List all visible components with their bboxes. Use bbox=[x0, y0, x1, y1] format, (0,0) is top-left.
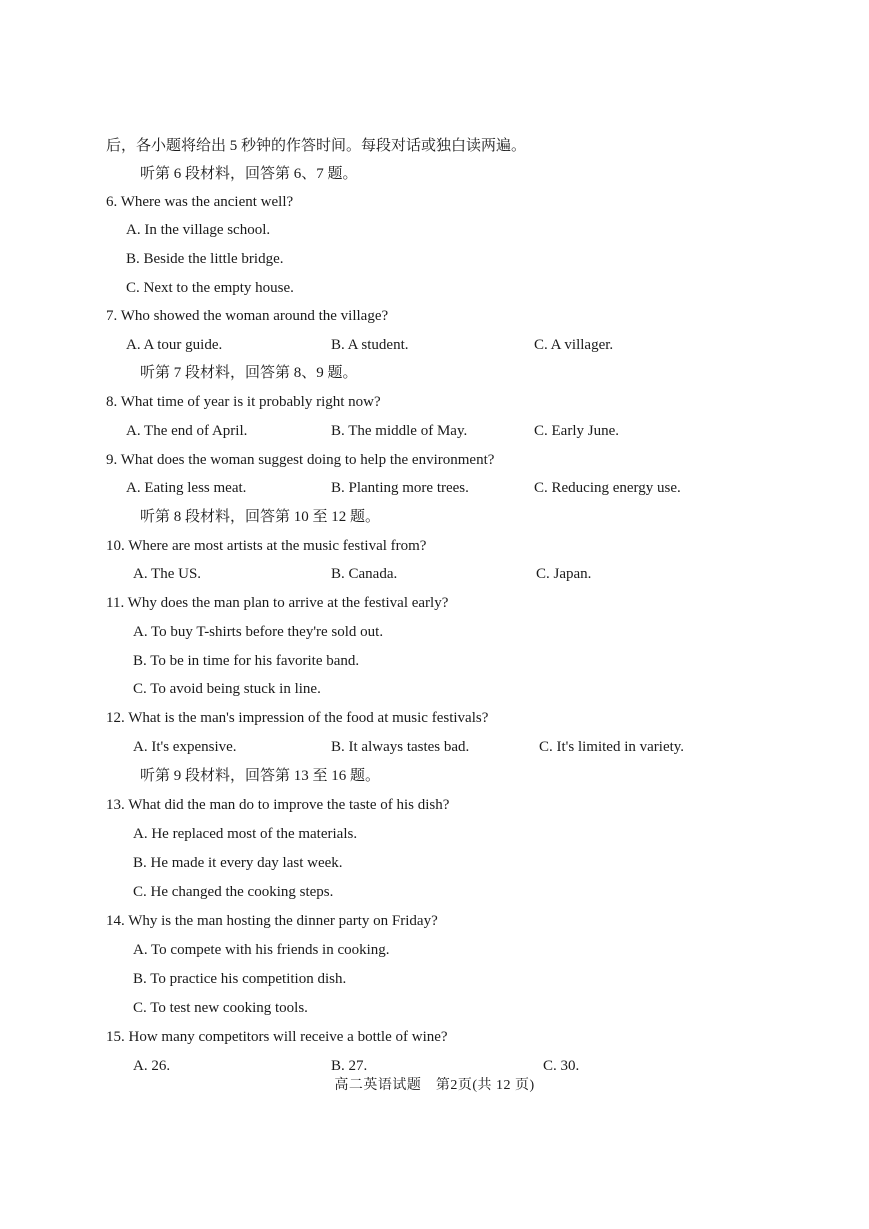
option-9c: C. Reducing energy use. bbox=[534, 480, 681, 496]
option-8a: A. The end of April. bbox=[126, 423, 248, 439]
option-7b: B. A student. bbox=[331, 337, 409, 353]
option-11a: A. To buy T-shirts before they're sold out. bbox=[133, 624, 384, 640]
question-13: 13. What did the man do to improve the taste of his dish? bbox=[106, 797, 450, 813]
option-9b: B. Planting more trees. bbox=[331, 480, 469, 496]
option-6c: C. Next to the empty house. bbox=[126, 280, 294, 296]
option-14a: A. To compete with his friends in cooking. bbox=[133, 942, 390, 958]
section-heading: 听第 9 段材料，回答第 13 至 16 题。 bbox=[140, 768, 381, 784]
option-9a: A. Eating less meat. bbox=[126, 480, 247, 496]
page-footer: 高二英语试题 第2页(共 12 页) bbox=[334, 1078, 535, 1093]
option-8c: C. Early June. bbox=[534, 423, 619, 439]
option-8b: B. The middle of May. bbox=[331, 423, 468, 439]
option-12b: B. It always tastes bad. bbox=[331, 739, 470, 755]
option-15c: C. 30. bbox=[543, 1058, 580, 1074]
option-7a: A. A tour guide. bbox=[126, 337, 223, 353]
section-heading: 听第 6 段材料，回答第 6、7 题。 bbox=[140, 166, 358, 182]
option-15b: B. 27. bbox=[331, 1058, 368, 1074]
intro-line: 后，各小题将给出 5 秒钟的作答时间。每段对话或独白读两遍。 bbox=[106, 138, 527, 154]
option-13c: C. He changed the cooking steps. bbox=[133, 884, 334, 900]
option-11b: B. To be in time for his favorite band. bbox=[133, 653, 360, 669]
option-10a: A. The US. bbox=[133, 566, 202, 582]
option-14c: C. To test new cooking tools. bbox=[133, 1000, 308, 1016]
question-12: 12. What is the man's impression of the food at music festivals? bbox=[106, 710, 489, 726]
question-6: 6. Where was the ancient well? bbox=[106, 194, 294, 210]
option-6b: B. Beside the little bridge. bbox=[126, 251, 284, 267]
question-8: 8. What time of year is it probably right now? bbox=[106, 394, 381, 410]
option-12a: A. It's expensive. bbox=[133, 739, 237, 755]
option-11c: C. To avoid being stuck in line. bbox=[133, 681, 321, 697]
question-14: 14. Why is the man hosting the dinner party on Friday? bbox=[106, 913, 438, 929]
option-7c: C. A villager. bbox=[534, 337, 614, 353]
option-13b: B. He made it every day last week. bbox=[133, 855, 343, 871]
option-13a: A. He replaced most of the materials. bbox=[133, 826, 358, 842]
option-12c: C. It's limited in variety. bbox=[539, 739, 685, 755]
question-11: 11. Why does the man plan to arrive at the festival early? bbox=[106, 595, 449, 611]
question-7: 7. Who showed the woman around the village? bbox=[106, 308, 389, 324]
section-heading: 听第 8 段材料，回答第 10 至 12 题。 bbox=[140, 509, 381, 525]
option-14b: B. To practice his competition dish. bbox=[133, 971, 347, 987]
section-heading: 听第 7 段材料，回答第 8、9 题。 bbox=[140, 365, 358, 381]
question-10: 10. Where are most artists at the music festival from? bbox=[106, 538, 427, 554]
option-10b: B. Canada. bbox=[331, 566, 398, 582]
question-15: 15. How many competitors will receive a bottle of wine? bbox=[106, 1029, 448, 1045]
option-10c: C. Japan. bbox=[536, 566, 592, 582]
option-6a: A. In the village school. bbox=[126, 222, 271, 238]
question-9: 9. What does the woman suggest doing to help the environment? bbox=[106, 452, 495, 468]
option-15a: A. 26. bbox=[133, 1058, 171, 1074]
